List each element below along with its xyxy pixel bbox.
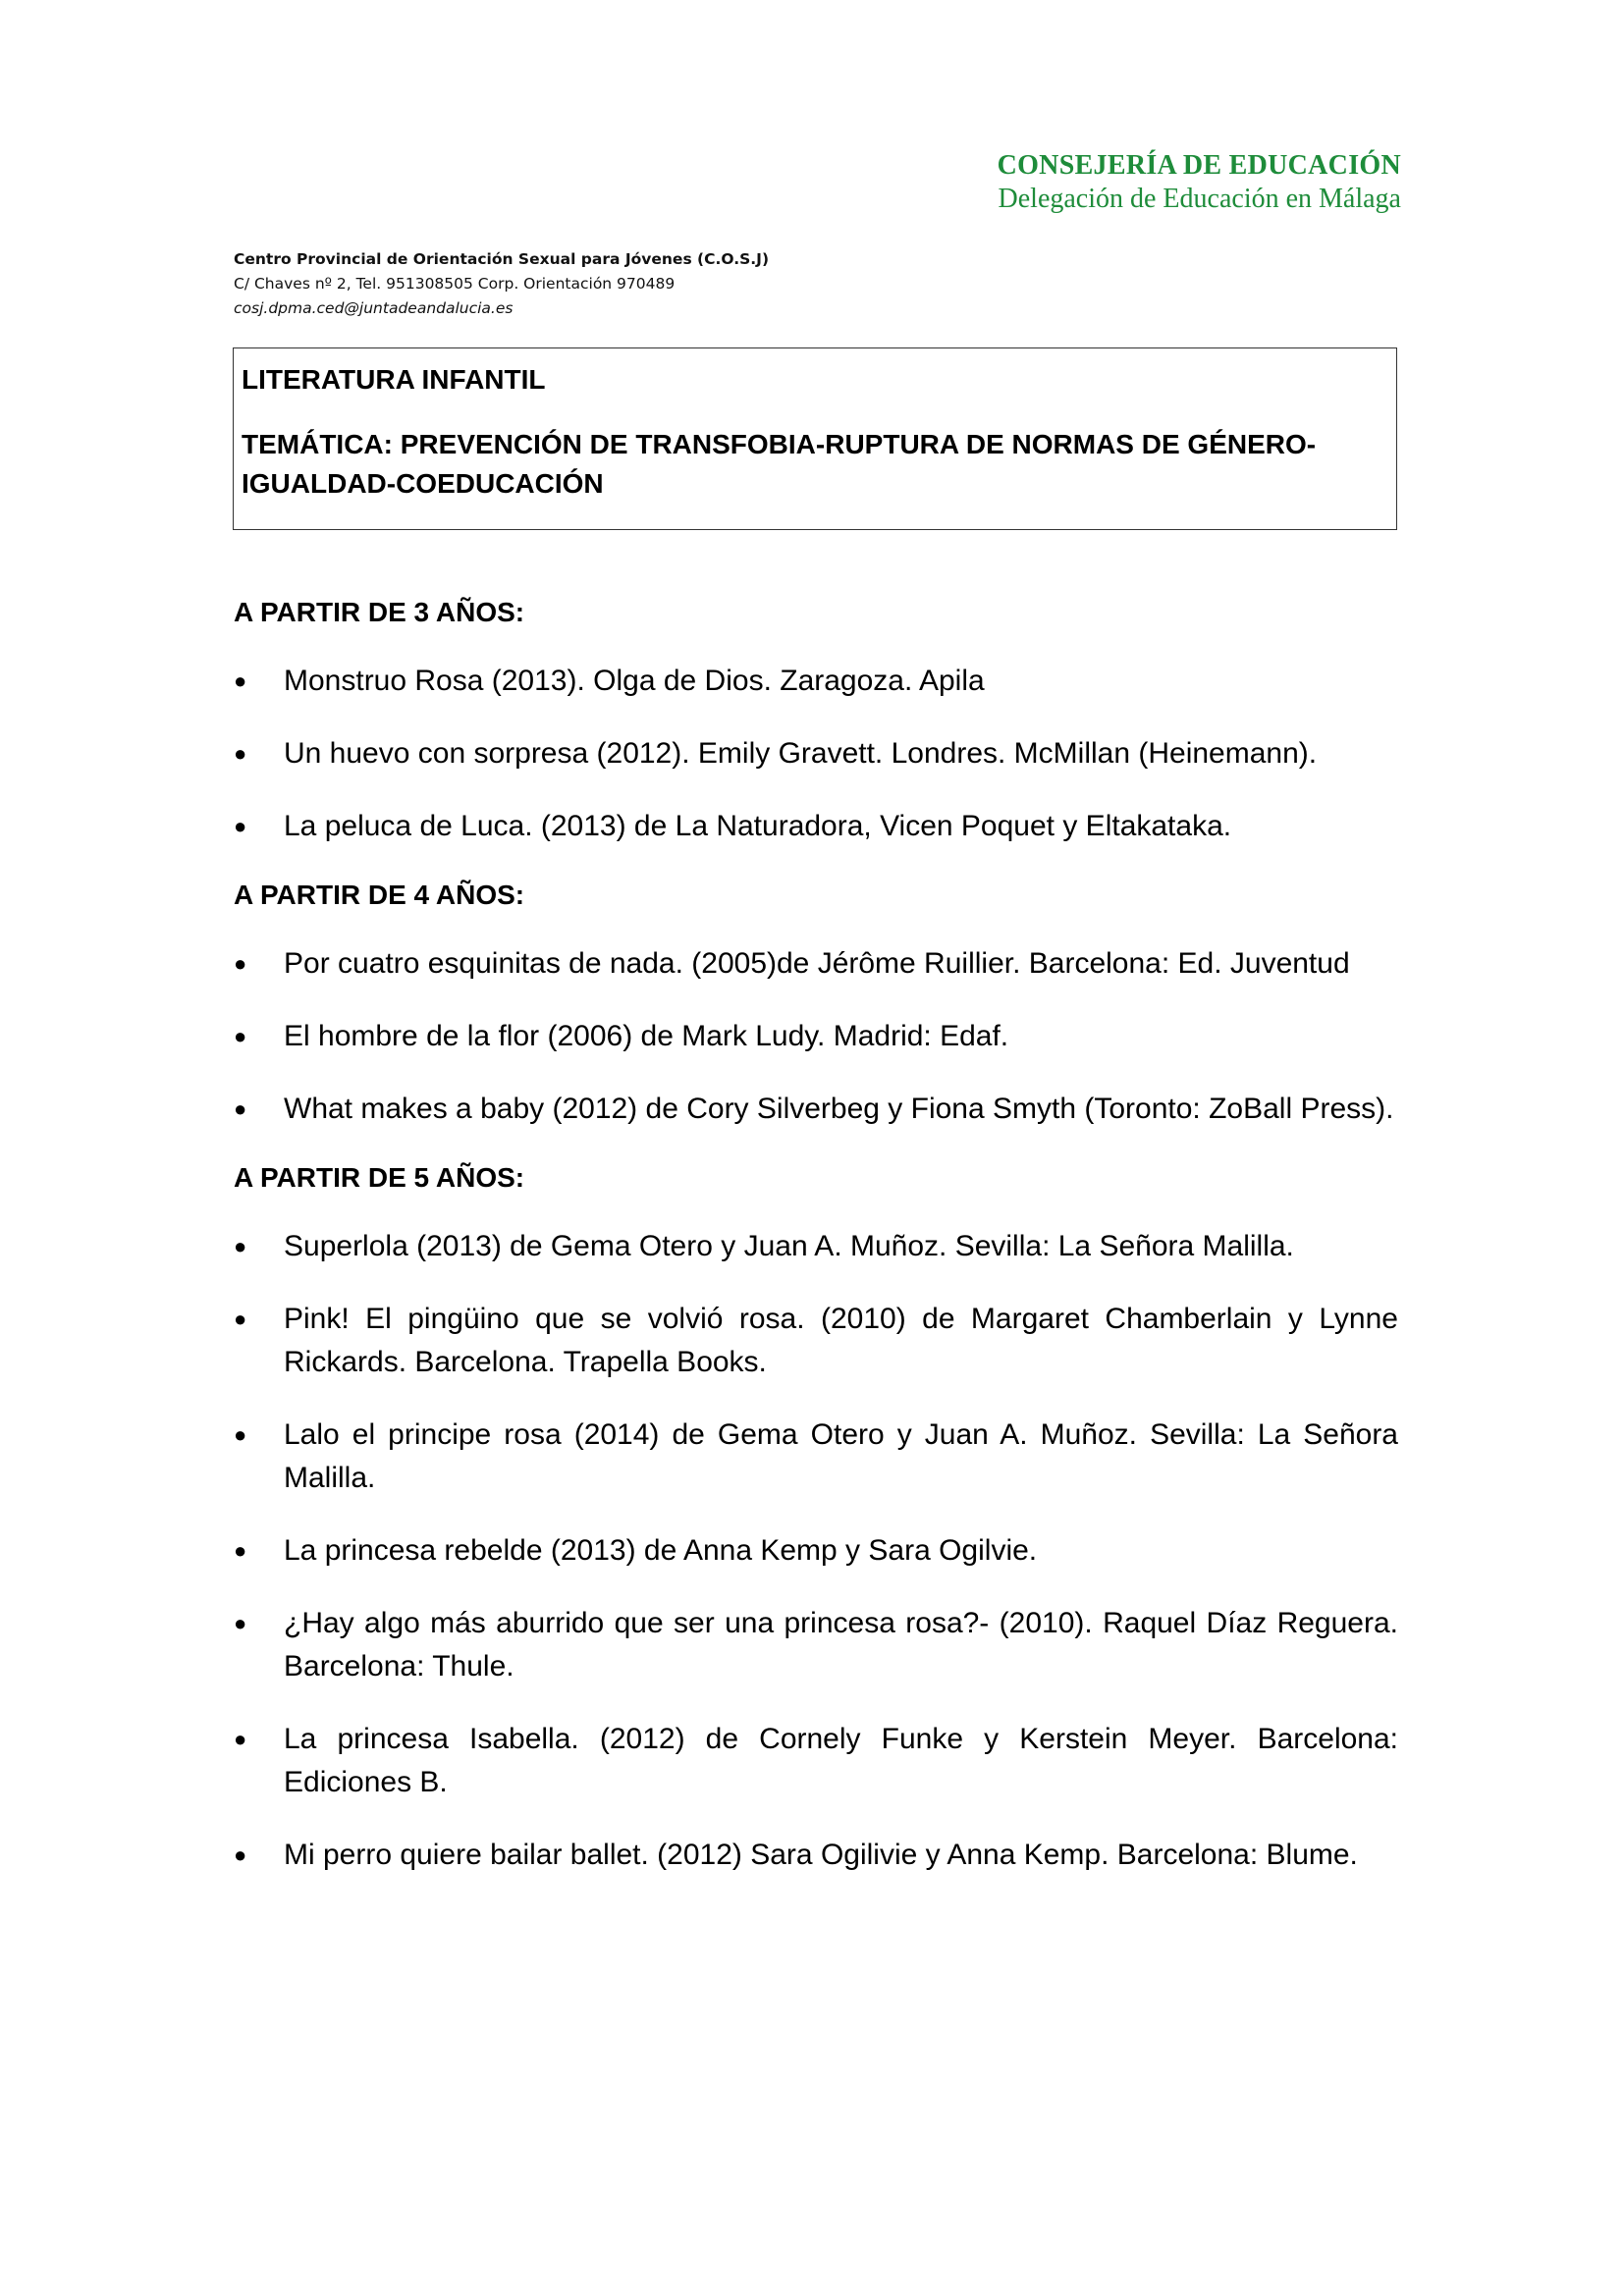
section-heading: A PARTIR DE 3 AÑOS: bbox=[234, 597, 525, 627]
book-entry: Por cuatro esquinitas de nada. (2005)de Jérôme Ruillier. Barcelona: Ed. Juventud bbox=[284, 947, 1350, 980]
center-info bbox=[234, 247, 769, 321]
bullet-icon: ● bbox=[234, 668, 247, 693]
bullet-icon: ● bbox=[234, 1422, 247, 1447]
list-item bbox=[234, 942, 1398, 986]
center-address: C/ Chaves nº 2, Tel. 951308505 Corp. Orientación 970489 bbox=[234, 275, 676, 293]
book-entry: Lalo el principe rosa (2014) de Gema Otero y Juan A. Muñoz. Sevilla: La Señora Malilla. bbox=[284, 1418, 1398, 1494]
list-item bbox=[234, 1718, 1398, 1804]
book-entry: La peluca de Luca. (2013) de La Naturadora, Vicen Poquet y Eltakataka. bbox=[284, 810, 1232, 842]
bullet-icon: ● bbox=[234, 951, 247, 976]
list-item bbox=[234, 1088, 1398, 1131]
book-entry: Un huevo con sorpresa (2012). Emily Gravett. Londres. McMillan (Heinemann). bbox=[284, 737, 1318, 770]
book-entry: What makes a baby (2012) de Cory Silverbeg y Fiona Smyth (Toronto: ZoBall Press). bbox=[284, 1093, 1394, 1125]
document-theme: TEMÁTICA: PREVENCIÓN DE TRANSFOBIA-RUPTURA DE NORMAS DE GÉNERO-IGUALDAD-COEDUCACIÓN bbox=[242, 429, 1317, 499]
book-entry: Monstruo Rosa (2013). Olga de Dios. Zaragoza. Apila bbox=[284, 665, 985, 697]
department-header bbox=[998, 149, 1401, 216]
list-item bbox=[234, 732, 1398, 775]
bullet-icon: ● bbox=[234, 1842, 247, 1867]
bullet-icon: ● bbox=[234, 1096, 247, 1121]
bullet-icon: ● bbox=[234, 1538, 247, 1563]
bullet-icon: ● bbox=[234, 1611, 247, 1635]
list-item bbox=[234, 805, 1398, 848]
book-entry: Mi perro quiere bailar ballet. (2012) Sara Ogilivie y Anna Kemp. Barcelona: Blume. bbox=[284, 1839, 1358, 1871]
list-item bbox=[234, 1529, 1398, 1573]
section-heading: A PARTIR DE 5 AÑOS: bbox=[234, 1162, 525, 1193]
department-title: CONSEJERÍA DE EDUCACIÓN bbox=[997, 150, 1401, 181]
book-list bbox=[234, 942, 1398, 1131]
section-age-3 bbox=[234, 591, 1398, 848]
book-entry: El hombre de la flor (2006) de Mark Ludy. Madrid: Edaf. bbox=[284, 1020, 1009, 1052]
list-item bbox=[234, 1414, 1398, 1500]
bullet-icon: ● bbox=[234, 1727, 247, 1751]
list-item bbox=[234, 1015, 1398, 1058]
list-item bbox=[234, 1225, 1398, 1268]
bullet-icon: ● bbox=[234, 814, 247, 838]
section-heading: A PARTIR DE 4 AÑOS: bbox=[234, 880, 525, 910]
book-entry: La princesa rebelde (2013) de Anna Kemp y Sara Ogilvie. bbox=[284, 1534, 1038, 1567]
book-list bbox=[234, 1225, 1398, 1877]
bullet-icon: ● bbox=[234, 1234, 247, 1258]
list-item bbox=[234, 1602, 1398, 1688]
book-entry: Pink! El pingüino que se volvió rosa. (2010) de Margaret Chamberlain y Lynne Rickards. Barcelona. Trapella Books. bbox=[284, 1303, 1398, 1378]
department-subtitle: Delegación de Educación en Málaga bbox=[998, 184, 1401, 214]
center-email: cosj.dpma.ced@juntadeandalucia.es bbox=[234, 299, 514, 317]
book-list bbox=[234, 660, 1398, 848]
section-age-4 bbox=[234, 874, 1398, 1131]
document-title: LITERATURA INFANTIL bbox=[242, 364, 546, 395]
bullet-icon: ● bbox=[234, 1307, 247, 1331]
section-age-5 bbox=[234, 1156, 1398, 1877]
list-item bbox=[234, 1298, 1398, 1384]
bullet-icon: ● bbox=[234, 741, 247, 766]
title-box bbox=[233, 347, 1397, 530]
book-sections bbox=[234, 591, 1398, 1902]
book-entry: Superlola (2013) de Gema Otero y Juan A. Muñoz. Sevilla: La Señora Malilla. bbox=[284, 1230, 1294, 1262]
list-item bbox=[234, 660, 1398, 703]
book-entry: La princesa Isabella. (2012) de Cornely Funke y Kerstein Meyer. Barcelona: Ediciones B. bbox=[284, 1723, 1398, 1798]
center-name: Centro Provincial de Orientación Sexual para Jóvenes (C.O.S.J) bbox=[234, 250, 770, 268]
list-item bbox=[234, 1834, 1398, 1877]
book-entry: ¿Hay algo más aburrido que ser una princesa rosa?- (2010). Raquel Díaz Reguera. Barcelona: Thule. bbox=[284, 1607, 1398, 1682]
bullet-icon: ● bbox=[234, 1024, 247, 1048]
